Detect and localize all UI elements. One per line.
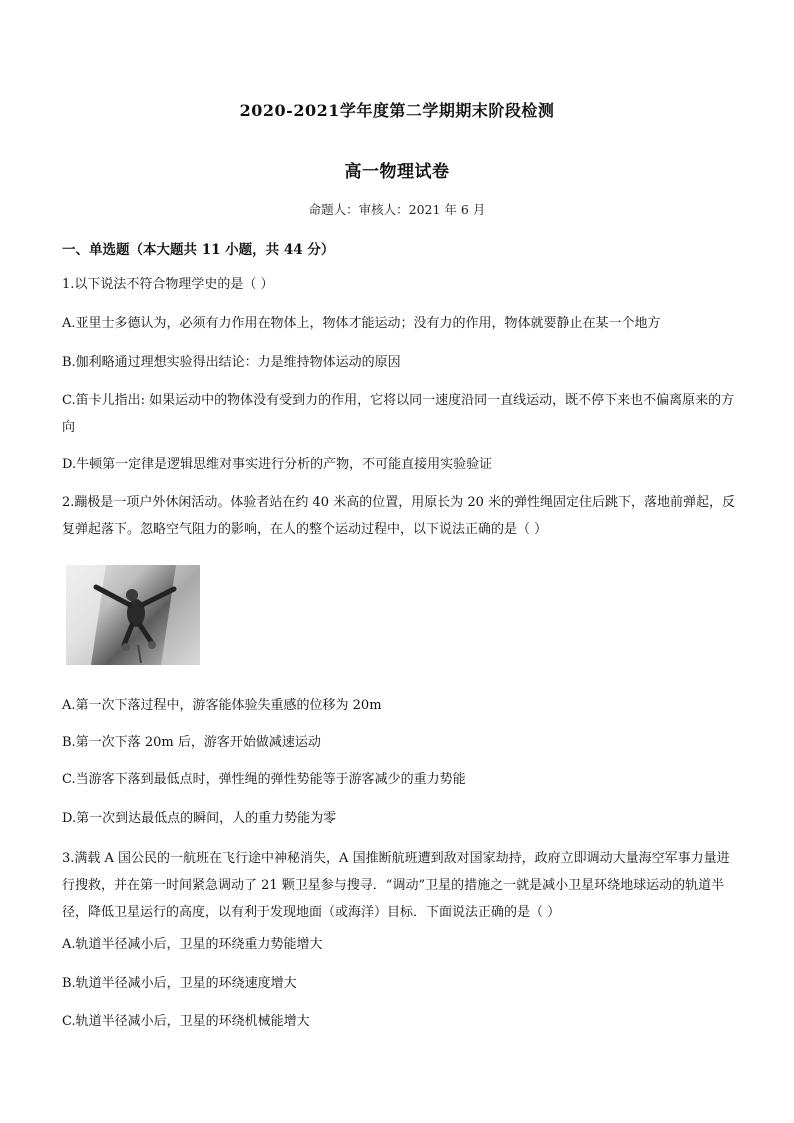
bungee-jump-photo	[66, 565, 200, 665]
q2-option-c: C.当游客下落到最低点时，弹性绳的弹性势能等于游客减少的重力势能	[62, 772, 466, 787]
q1-stem: 1.以下说法不符合物理学史的是（ ）	[62, 277, 274, 292]
q2-option-d: D.第一次到达最低点的瞬间，人的重力势能为零	[62, 811, 337, 826]
q3-option-a: A.轨道半径减小后，卫星的环绕重力势能增大	[62, 937, 323, 952]
q3-stem: 3.满载 A 国公民的一航班在飞行途中神秘消失，A 国推断航班遭到敌对国家劫持，政府立即调动大量海空军事力量进行搜救，并在第一时间紧急调动了 21 颗卫星参与搜寻．“调动”卫星的措施之一就是减小卫星环绕地球运动的轨道半径，降低卫星运行的高度，以有利于发现地面（或海洋）目标．下面说法正确的是（ ）	[62, 851, 730, 920]
q2-stem: 2.蹦极是一项户外休闲活动。体验者站在约 40 米高的位置，用原长为 20 米的弹性绳固定住后跳下，落地前弹起，反复弹起落下。忽略空气阻力的影响，在人的整个运动过程中，以下说法正确的是（ ）	[62, 495, 736, 537]
q1-option-b: B.伽利略通过理想实验得出结论：力是维持物体运动的原因	[62, 355, 401, 370]
exam-subtitle: 高一物理试卷	[344, 162, 450, 182]
q1-option-c: C.笛卡儿指出: 如果运动中的物体没有受到力的作用，它将以同一速度沿同一直线运动，既不停下来也不偏离原来的方向	[62, 393, 735, 435]
q3-option-b: B.轨道半径减小后，卫星的环绕速度增大	[62, 976, 297, 991]
q2-option-b: B.第一次下落 20m 后，游客开始做减速运动	[62, 735, 321, 750]
section-heading: 一、单选题（本大题共 11 小题，共 44 分）	[62, 242, 335, 258]
author-line: 命题人：审核人：2021 年 6 月	[308, 202, 486, 217]
q1-option-d: D.牛顿第一定律是逻辑思维对事实进行分析的产物，不可能直接用实验验证	[62, 457, 493, 472]
q1-option-a: A.亚里士多德认为，必须有力作用在物体上，物体才能运动；没有力的作用，物体就要静止在某一个地方	[62, 316, 661, 331]
exam-title: 2020-2021学年度第二学期期末阶段检测	[239, 101, 555, 120]
q3-option-c: C.轨道半径减小后，卫星的环绕机械能增大	[62, 1014, 310, 1029]
q2-option-a: A.第一次下落过程中，游客能体验失重感的位移为 20m	[62, 698, 382, 713]
jumper-figure-icon	[66, 565, 200, 665]
